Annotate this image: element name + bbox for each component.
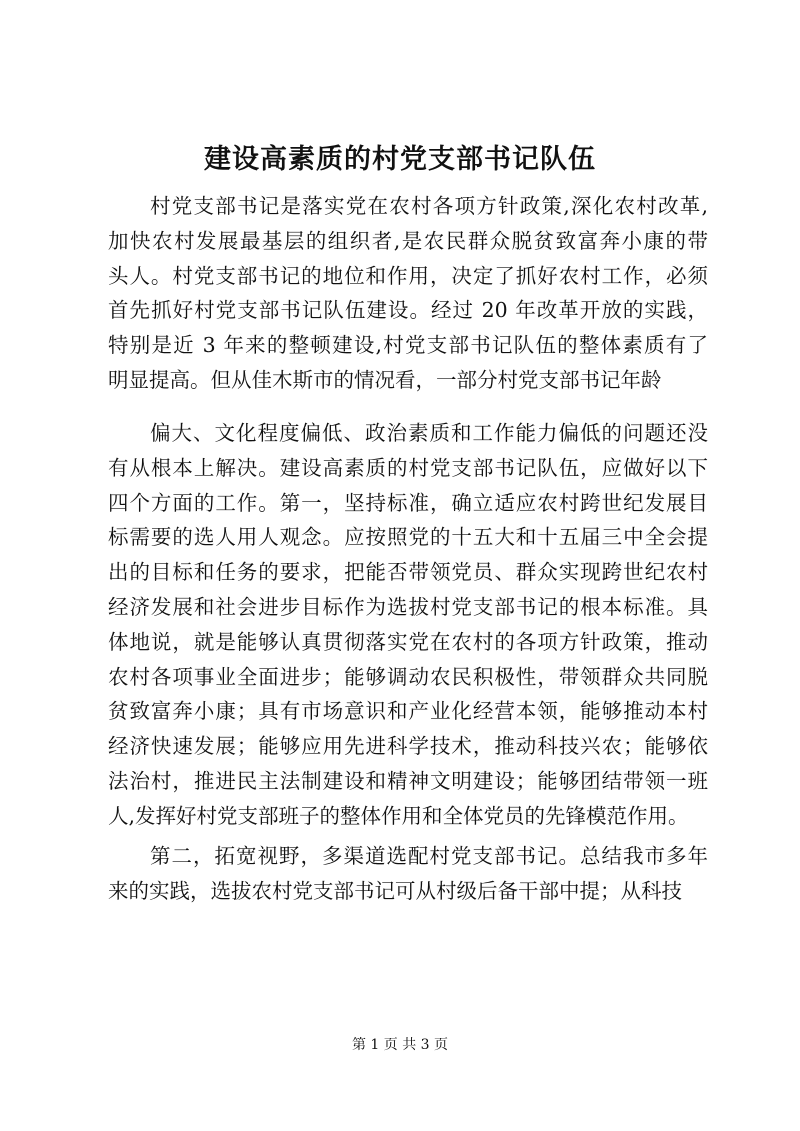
- text-line: 第二，拓宽视野，多渠道选配村党支部书记。总结我市多年: [150, 844, 708, 868]
- text-line: 加快农村发展最基层的组织者,是农民群众脱贫致富奔小康的带: [108, 228, 708, 253]
- text-line: 农村各项事业全面进步；能够调动农民积极性，带领群众共同脱: [108, 664, 708, 689]
- page-footer: 第 1 页 共 3 页: [351, 1037, 449, 1053]
- text-line: 头人。村党支部书记的地位和作用，决定了抓好农村工作，必须: [108, 263, 708, 288]
- paragraph-3: [108, 839, 708, 909]
- document-title: 建设高素质的村党支部书记队伍: [204, 144, 596, 175]
- paragraph-1: [108, 189, 708, 398]
- text-line: 法治村，推进民主法制建设和精神文明建设；能够团结带领一班: [108, 768, 708, 793]
- text-line: 经济快速发展；能够应用先进科学技术，推动科技兴农；能够依: [108, 734, 708, 759]
- text-line: 出的目标和任务的要求，把能否带领党员、群众实现跨世纪农村: [108, 560, 708, 585]
- text-line: 标需要的选人用人观念。应按照党的十五大和十五届三中全会提: [108, 525, 708, 550]
- text-line: 人,发挥好村党支部班子的整体作用和全体党员的先锋模范作用。: [108, 803, 689, 828]
- text-line: 偏大、文化程度偏低、政治素质和工作能力偏低的问题还没: [150, 421, 708, 445]
- text-line: 首先抓好村党支部书记队伍建设。经过 20 年改革开放的实践，: [108, 298, 708, 323]
- text-line: 四个方面的工作。第一，坚持标准，确立适应农村跨世纪发展目: [108, 490, 708, 515]
- text-line: 特别是近 3 年来的整顿建设,村党支部书记队伍的整体素质有了: [108, 333, 708, 358]
- text-line: 来的实践，选拔农村党支部书记可从村级后备干部中提；从科技: [108, 878, 682, 903]
- text-line: 经济发展和社会进步目标作为选拔村党支部书记的根本标准。具: [108, 594, 708, 619]
- paragraph-2: [108, 416, 708, 834]
- text-line: 明显提高。但从佳木斯市的情况看，一部分村党支部书记年龄: [108, 367, 662, 392]
- text-line: 村党支部书记是落实党在农村各项方针政策,深化农村改革,: [150, 194, 708, 218]
- text-line: 有从根本上解决。建设高素质的村党支部书记队伍，应做好以下: [108, 455, 708, 480]
- text-line: 体地说，就是能够认真贯彻落实党在农村的各项方针政策，推动: [108, 629, 708, 654]
- text-line: 贫致富奔小康；具有市场意识和产业化经营本领，能够推动本村: [108, 699, 708, 724]
